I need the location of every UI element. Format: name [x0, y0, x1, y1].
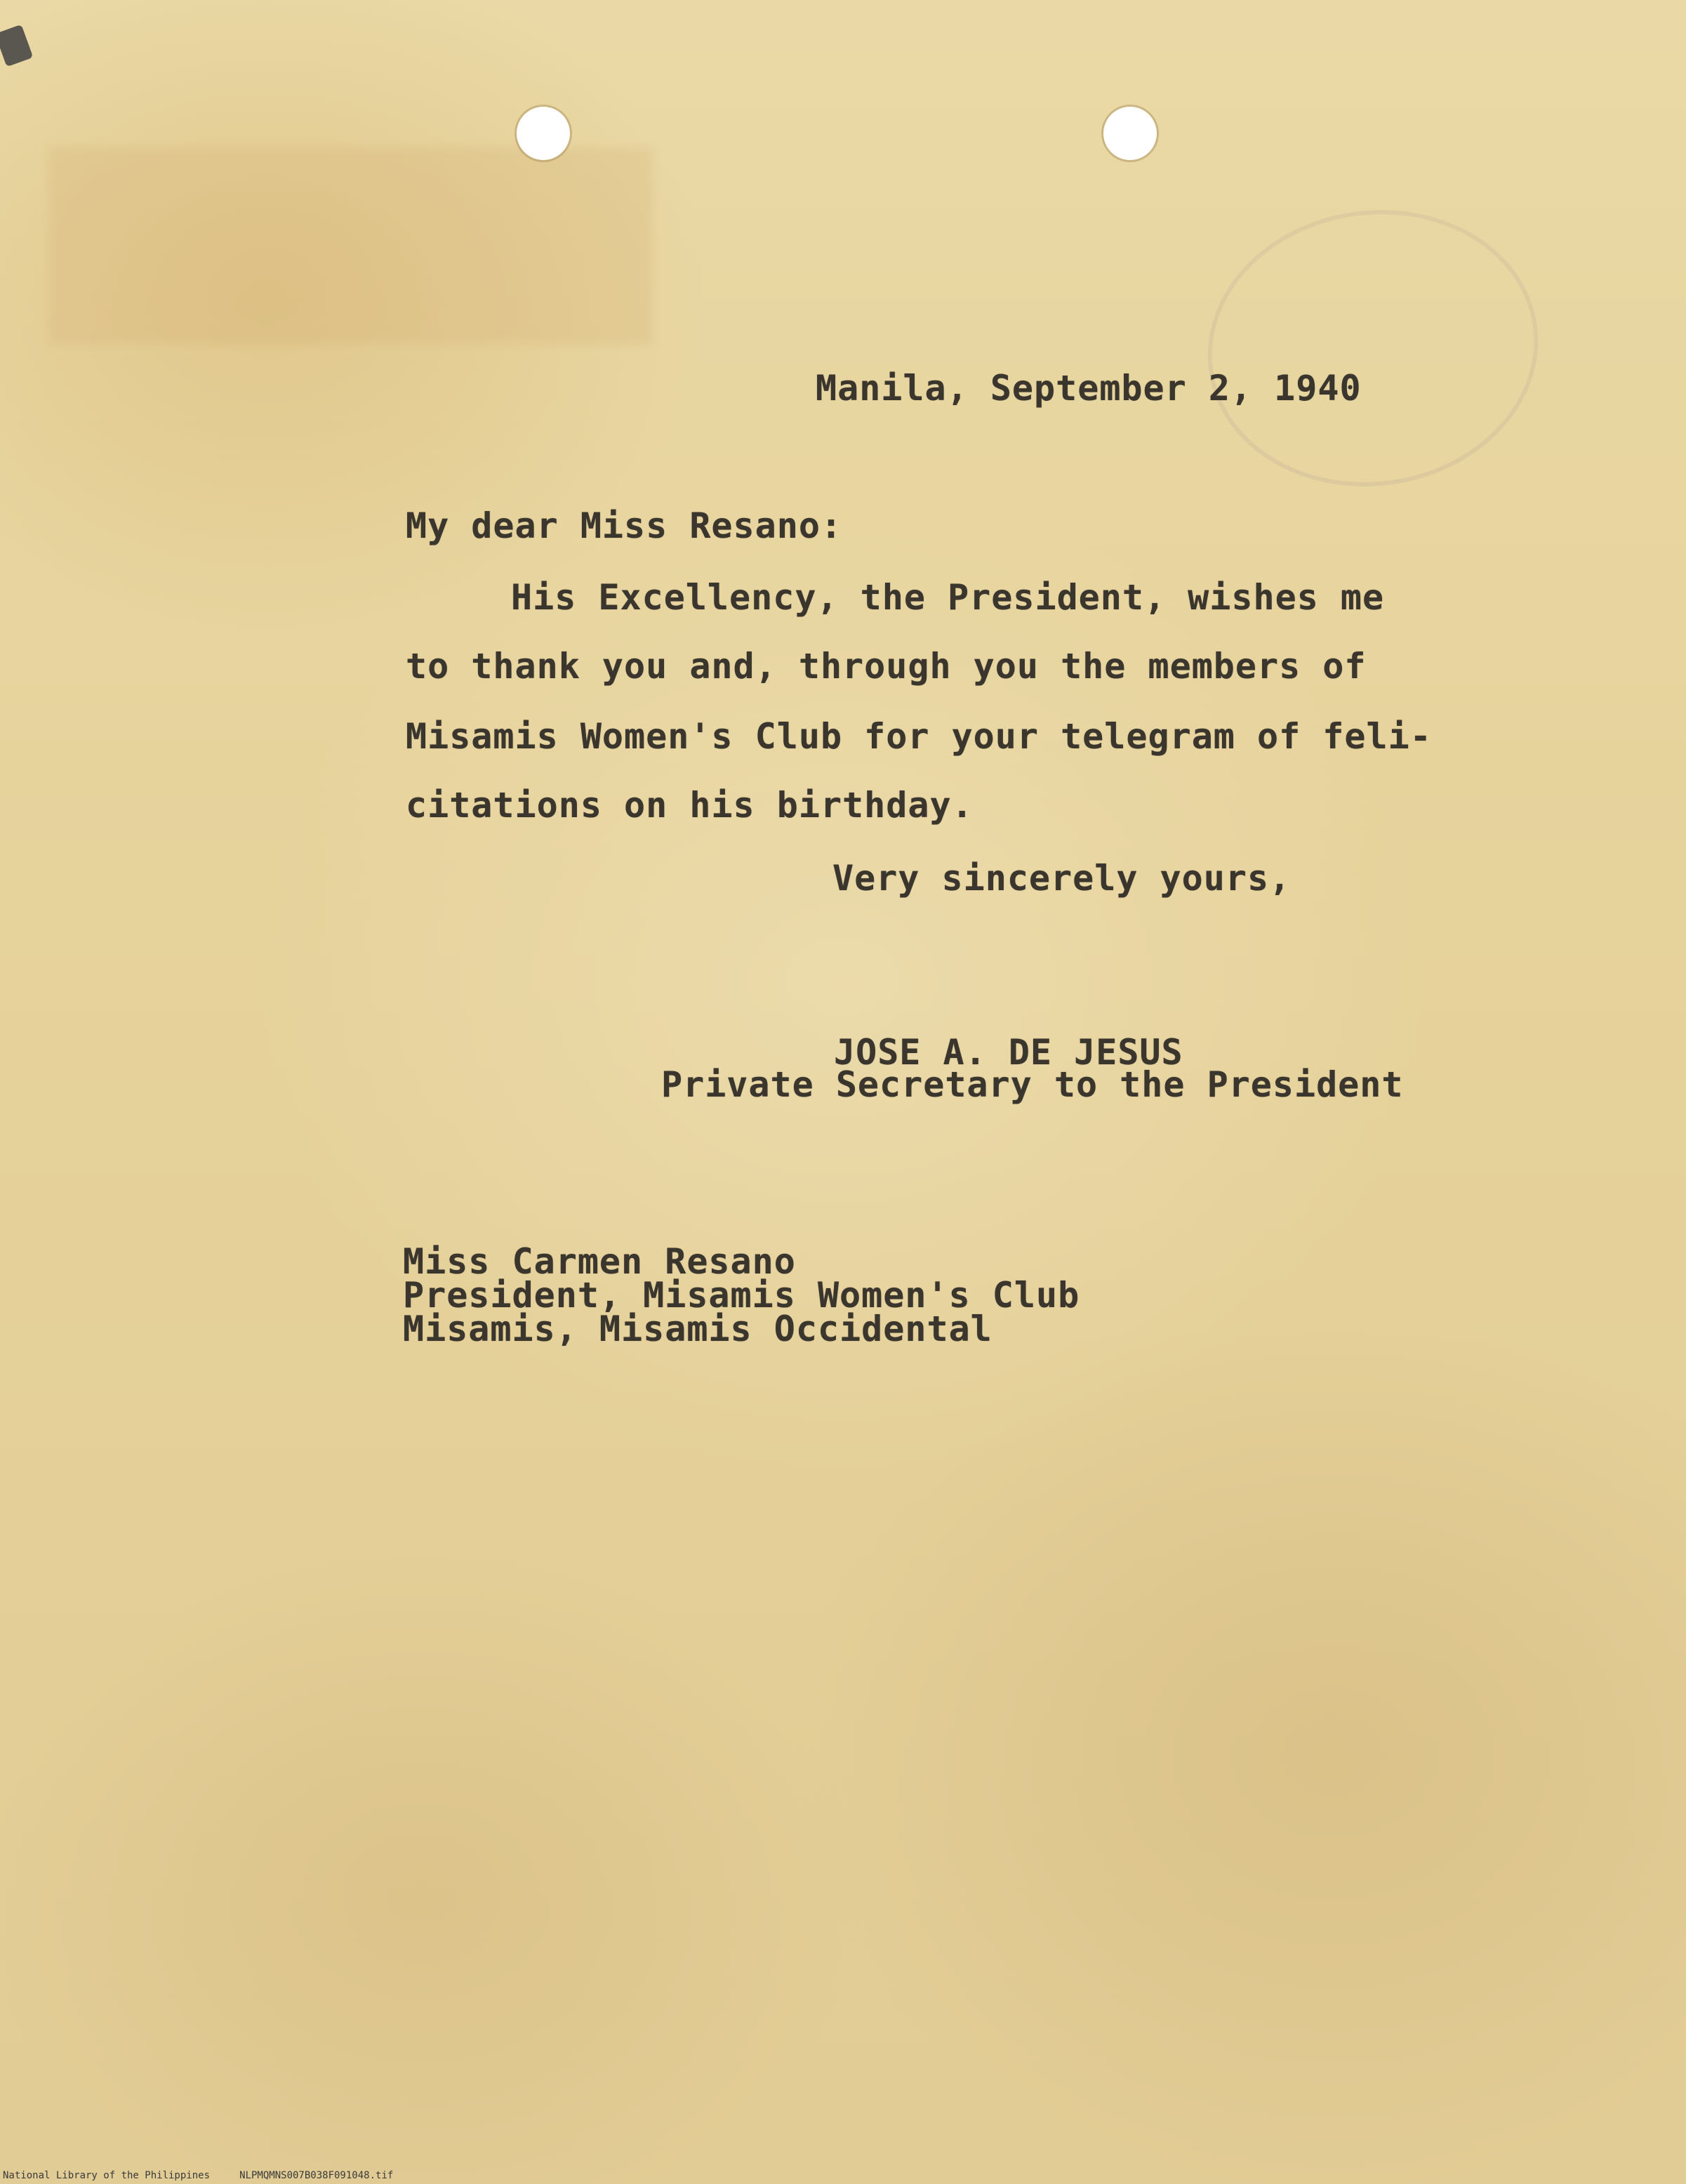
body-line-1: His Excellency, the President, wishes me: [511, 577, 1385, 618]
body-line-4: citations on his birthday.: [406, 785, 974, 826]
punch-hole-right: [1103, 107, 1157, 160]
faded-stamp: [1190, 189, 1556, 508]
body-line-3: Misamis Women's Club for your telegram of feli-: [406, 716, 1432, 757]
corner-tab: [0, 25, 33, 67]
archive-caption: National Library of the Philippines NLPMQMNS007B038F091048.tif: [3, 2170, 394, 2181]
signer-title: Private Secretary to the President: [661, 1064, 1404, 1105]
dateline: Manila, September 2, 1940: [816, 368, 1362, 409]
body-line-2: to thank you and, through you the members of: [406, 646, 1367, 687]
closing: Very sincerely yours,: [832, 858, 1292, 899]
recipient-title: President, Misamis Women's Club: [403, 1275, 1080, 1316]
salutation: My dear Miss Resano:: [406, 505, 843, 546]
recipient-name: Miss Carmen Resano: [403, 1241, 796, 1282]
punch-hole-left: [517, 107, 570, 160]
signer-name: JOSE A. DE JESUS: [834, 1032, 1183, 1073]
recipient-address: Misamis, Misamis Occidental: [403, 1309, 993, 1349]
bleed-through-stain: [49, 147, 653, 344]
